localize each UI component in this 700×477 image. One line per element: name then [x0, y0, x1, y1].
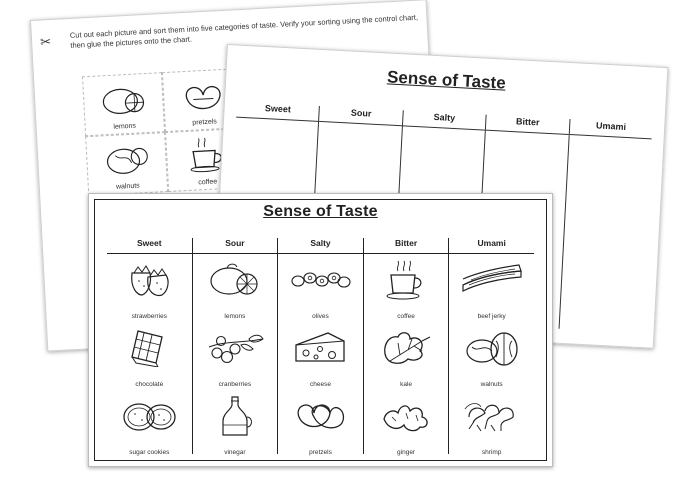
cut-card-label: lemons [113, 122, 137, 131]
column-umami [448, 238, 534, 454]
column-header: Salty [403, 110, 486, 130]
column-sour [192, 238, 278, 454]
column-header: Sweet [236, 102, 319, 122]
food-label: strawberries [131, 313, 167, 320]
strawberry-icon [124, 259, 174, 299]
food-item [449, 395, 534, 458]
food-label: lemons [224, 313, 246, 320]
jerky-icon [459, 259, 525, 299]
food-label: vinegar [224, 449, 246, 456]
food-item [364, 327, 449, 390]
food-item [449, 259, 534, 322]
food-label: beef jerky [477, 313, 506, 320]
walnut-icon [462, 327, 522, 369]
food-label: sugar cookies [129, 449, 170, 456]
cut-card [85, 132, 168, 196]
food-item [449, 327, 534, 390]
food-label: kale [400, 381, 413, 388]
lemon-icon [97, 80, 149, 119]
food-item [107, 395, 192, 458]
column-header: Umami [569, 119, 652, 139]
food-item [278, 259, 363, 322]
food-item [107, 327, 192, 390]
food-label: coffee [397, 313, 415, 320]
pretzel-icon [292, 395, 348, 435]
food-item [278, 395, 363, 458]
sorted-taste-chart [88, 193, 553, 467]
coffee-icon [381, 259, 431, 301]
pretzel-icon [177, 76, 229, 115]
shrimp-icon [461, 395, 523, 437]
food-item [193, 395, 278, 458]
food-label: cranberries [218, 381, 252, 388]
cut-card-label: walnuts [115, 182, 140, 191]
column-sweet [107, 238, 192, 454]
column-bitter [363, 238, 449, 454]
worksheet-instructions: Cut out each picture and sort them into five categories of taste. Verify your sorting using the control chart, then glue the pictures onto the chart. [69, 12, 419, 50]
food-item [364, 259, 449, 322]
column-header: Sour [193, 238, 278, 254]
chart-title: Sense of Taste [263, 203, 378, 220]
food-label: chocolate [135, 381, 164, 388]
chocolate-icon [124, 327, 174, 367]
lemon-icon [207, 259, 263, 299]
cranberry-icon [205, 327, 265, 367]
taste-columns [107, 238, 534, 454]
food-item [193, 327, 278, 390]
cut-card-label: coffee [198, 178, 218, 187]
vinegar-icon [215, 395, 255, 439]
column-header: Sweet [107, 238, 192, 254]
food-label: shrimp [481, 449, 502, 456]
column-header: Salty [278, 238, 363, 254]
column-header: Sour [319, 106, 402, 126]
cheese-icon [292, 327, 348, 367]
food-label: pretzels [309, 449, 332, 456]
cut-card [82, 72, 165, 136]
kale-icon [378, 327, 434, 369]
scissors-icon: ✂ [39, 33, 52, 50]
column-header: Bitter [486, 115, 569, 135]
food-label: olives [312, 313, 329, 320]
walnut-icon [101, 140, 153, 179]
food-item [364, 395, 449, 458]
food-item [193, 259, 278, 322]
food-label: cheese [310, 381, 331, 388]
column-salty [277, 238, 363, 454]
ginger-icon [378, 395, 434, 437]
food-item [278, 327, 363, 390]
blank-column [558, 119, 652, 333]
column-header: Umami [449, 238, 534, 254]
food-item [107, 259, 192, 322]
chart-title: Sense of Taste [386, 67, 507, 93]
column-header: Bitter [364, 238, 449, 254]
olive-icon [288, 259, 352, 299]
food-label: walnuts [480, 381, 503, 388]
cut-card-label: pretzels [192, 118, 218, 127]
cookie-icon [121, 395, 177, 435]
food-label: ginger [397, 449, 416, 456]
